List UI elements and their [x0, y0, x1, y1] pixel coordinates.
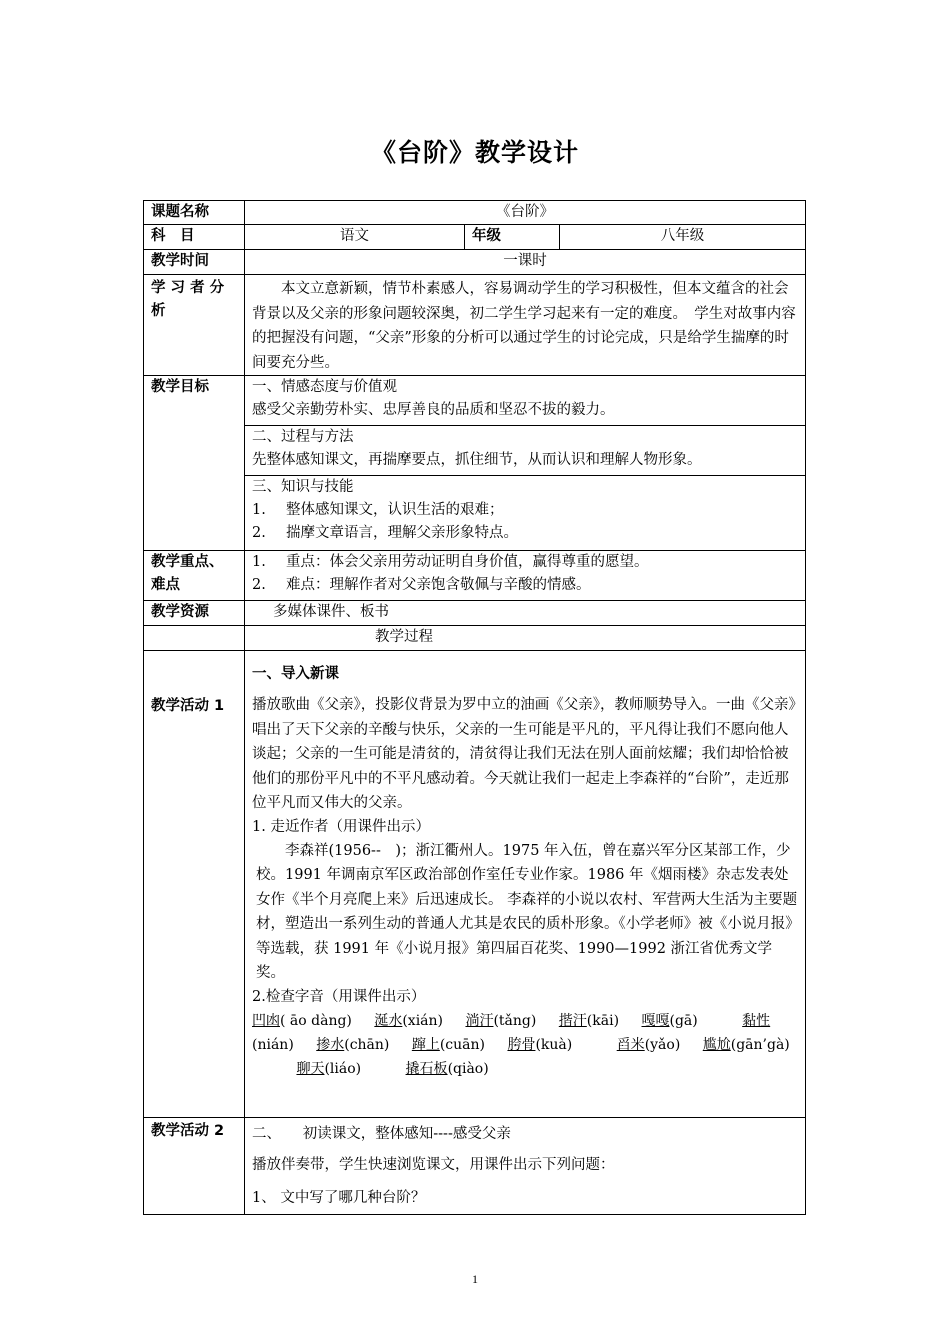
label-teaching-time: 教学时间 — [144, 250, 245, 275]
goal-3-heading: 三、知识与技能 — [252, 479, 354, 495]
label-activity-2: 教学活动 2 — [144, 1118, 245, 1215]
label-resources: 教学资源 — [144, 601, 245, 626]
activity-2-heading: 二、 初读课文，整体感知----感受父亲 — [252, 1126, 511, 1142]
label-key-points-line2: 难点 — [151, 577, 180, 593]
pron-item: 凹凼( āo dàng) — [252, 1012, 352, 1029]
goal-3-item-2 — [252, 522, 798, 545]
pron-item: 蹿上(cuān) — [411, 1036, 485, 1053]
label-learner-analysis-line2: 析 — [151, 303, 166, 319]
label-grade: 年级 — [465, 225, 560, 250]
document-title: 《台阶》教学设计 — [370, 138, 579, 167]
goal-1-text: 感受父亲勤劳朴实、忠厚善良的品质和坚忍不拔的毅力。 — [252, 402, 615, 418]
key-point-2-text: 难点：理解作者对父亲饱含敬佩与辛酸的情感。 — [286, 577, 591, 593]
pron-item: 淌汗(tǎng) — [465, 1012, 537, 1029]
value-subject: 语文 — [245, 225, 465, 250]
row-subject — [144, 225, 806, 250]
value-learner-analysis: 本文立意新颖，情节朴素感人，容易调动学生的学习积极性，但本文蕴含的社会背景以及父亲的形象问题较深奥，初二学生学习起来有一定的难度。 学生对故事内容的把握没有问题，“父亲”形象的分析可以通过学生的讨论完成，只是给学生揣摩的时间要充分些。 — [252, 281, 796, 371]
lesson-plan-table — [143, 200, 806, 1215]
value-grade: 八年级 — [560, 225, 806, 250]
pron-item: 舀米(yǎo) — [616, 1036, 681, 1053]
label-key-points-line1: 教学重点、 — [151, 554, 224, 570]
key-point-2-num: 2. — [252, 577, 266, 593]
pronunciation-list — [252, 1009, 798, 1081]
key-point-1-num: 1. — [252, 554, 266, 570]
row-learner-analysis — [144, 275, 806, 376]
activity-1-step-2: 2.检查字音（用课件出示） — [252, 988, 426, 1005]
goal-2-text: 先整体感知课文，再揣摩要点，抓住细节，从而认识和理解人物形象。 — [252, 452, 702, 468]
goal-3-item-1 — [252, 499, 798, 522]
row-activity-2 — [144, 1118, 806, 1215]
row-resources — [144, 601, 806, 626]
value-resources: 多媒体课件、板书 — [245, 601, 806, 626]
label-learner-analysis-line1: 学 习 者 分 — [151, 280, 225, 296]
key-point-1 — [252, 551, 798, 574]
goal-3-item-2-text: 揣摩文章语言，理解父亲形象特点。 — [286, 525, 518, 541]
pron-item: 胯骨(kuà) — [507, 1036, 573, 1053]
row-teaching-time — [144, 250, 806, 275]
goal-2-heading: 二、过程与方法 — [252, 429, 354, 445]
goal-1-heading: 一、情感态度与价值观 — [252, 379, 397, 395]
process-header: 教学过程 — [245, 626, 806, 651]
page-number: 1 — [472, 1272, 478, 1286]
label-teaching-goals: 教学目标 — [144, 376, 245, 551]
activity-2-intro: 播放伴奏带，学生快速浏览课文，用课件出示下列问题： — [252, 1157, 615, 1173]
pron-item: 撬石板(qiào) — [405, 1060, 489, 1077]
pron-item: 尴尬(gān’gà) — [702, 1036, 790, 1053]
pron-item: 涎水(xián) — [374, 1012, 444, 1029]
pron-item: 揩汗(kāi) — [558, 1012, 620, 1029]
value-teaching-time: 一课时 — [245, 250, 806, 275]
activity-2-question-1: 1、 文中写了哪几种台阶？ — [252, 1190, 426, 1206]
label-subject: 科 目 — [144, 225, 245, 250]
activity-1-intro: 播放歌曲《父亲》，投影仪背景为罗中立的油画《父亲》，教师顺势导入。一曲《父亲》唱出了天下父亲的辛酸与快乐，父亲的一生可能是平凡的，平凡得让我们不愿向他人谈起；父亲的一生可能是清贫的，清贫得让我们无法在别人面前炫耀；我们却恰恰被他们的那份平凡中的不平凡感动着。今天就让我们一起走上李森祥的“台阶”，走近那位平凡而又伟大的父亲。 — [252, 697, 796, 811]
pron-item: 聊天(liáo) — [296, 1060, 362, 1077]
row-goal-1 — [144, 376, 806, 426]
goal-3-item-2-num: 2. — [252, 525, 266, 541]
row-activity-1 — [144, 651, 806, 1118]
row-process-header — [144, 626, 806, 651]
goal-3-item-1-text: 整体感知课文，认识生活的艰难； — [286, 502, 504, 518]
key-point-2 — [252, 574, 798, 597]
activity-1-author-bio: 李森祥(1956-- )；浙江衢州人。1975 年入伍，曾在嘉兴军分区某部工作，少校。1991 年调南京军区政治部创作室任专业作家。1986 年《烟雨楼》杂志发表处女作《半个月亮爬上来》后迅速成长。 李森祥的小说以农村、军营两大生活为主要题材，塑造出一系列生动的普通人尤其是农民的质朴形象。《小学老师》被《小说月报》等选载，获 1991 年《小说月报》第四届百花奖、1990—1992 浙江省优秀文学奖。 — [256, 842, 798, 981]
label-course-name: 课题名称 — [144, 201, 245, 225]
label-activity-1: 教学活动 1 — [144, 651, 245, 1118]
activity-1-step-1: 1. 走近作者（用课件出示） — [252, 818, 430, 835]
pron-item: 掺水(chān) — [316, 1036, 390, 1053]
value-course-name: 《台阶》 — [245, 201, 806, 225]
row-key-points — [144, 551, 806, 601]
pron-item: 嘎嘎(gā) — [641, 1012, 698, 1029]
row-course-name — [144, 201, 806, 225]
goal-3-item-1-num: 1. — [252, 502, 266, 518]
activity-1-heading: 一、导入新课 — [252, 666, 339, 682]
key-point-1-text: 重点：体会父亲用劳动证明自身价值，赢得尊重的愿望。 — [286, 554, 649, 570]
pron-item: 黏性(nián) — [252, 1012, 771, 1053]
